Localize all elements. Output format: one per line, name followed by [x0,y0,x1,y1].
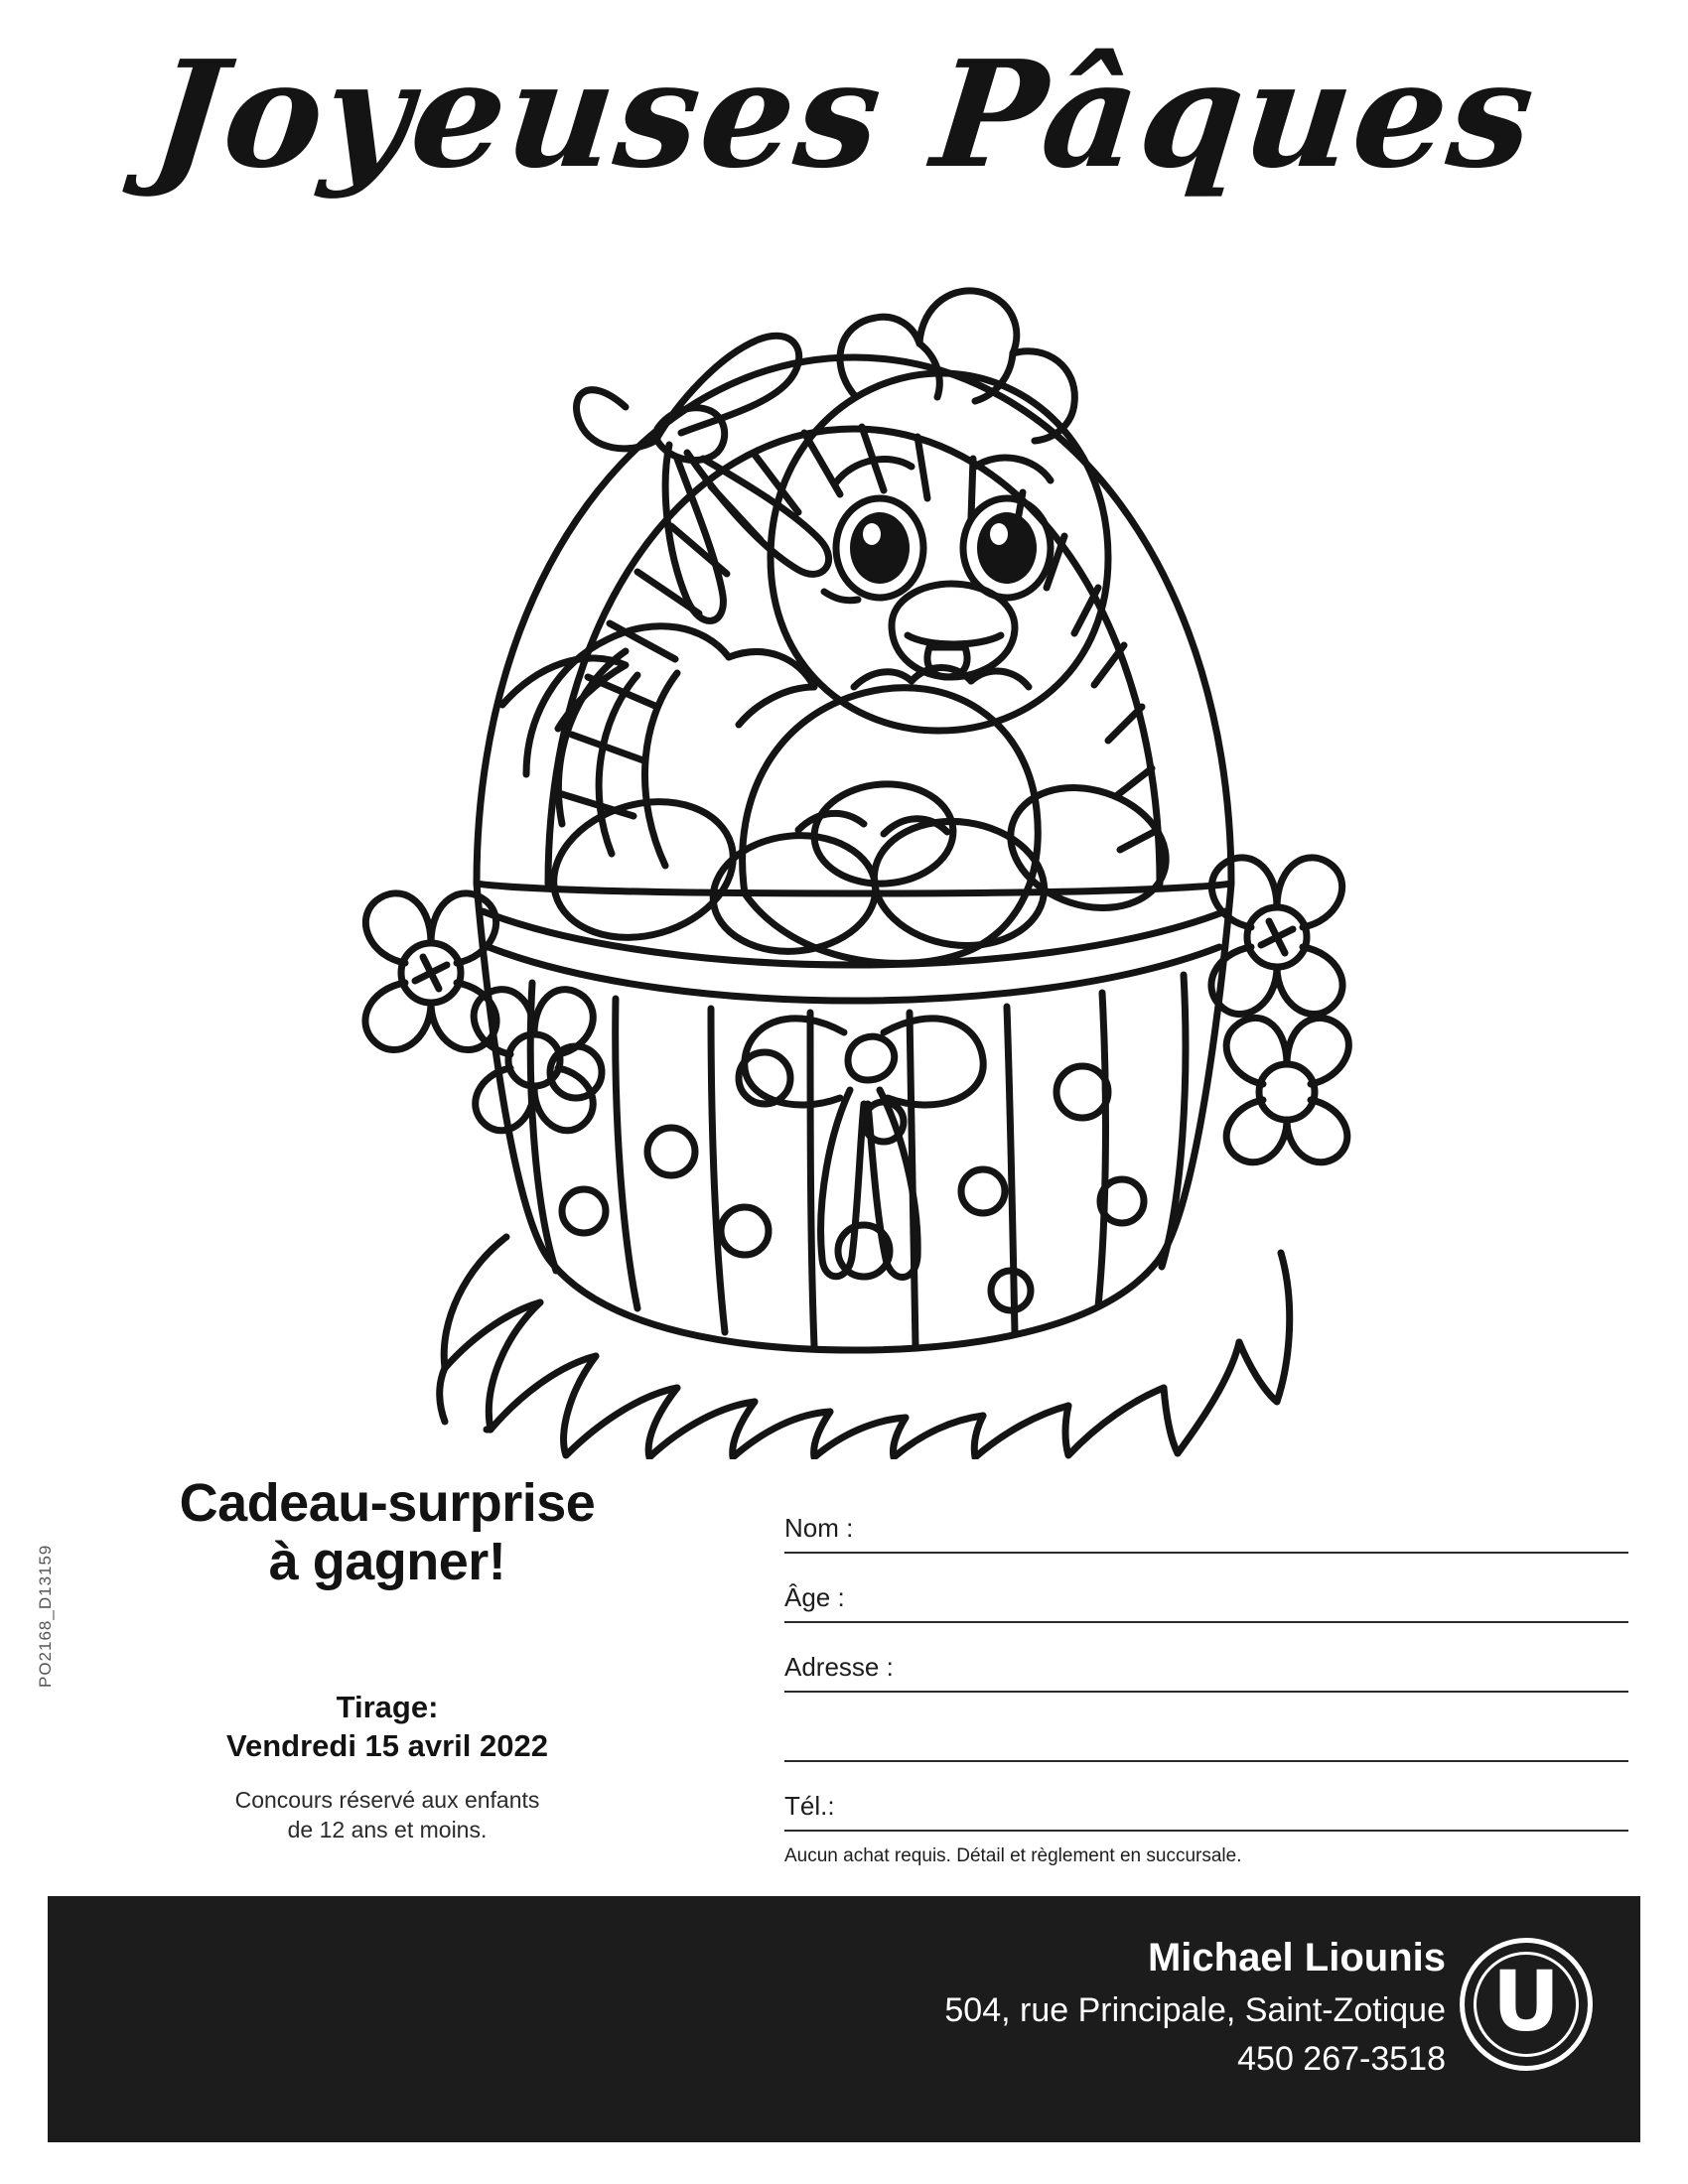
field-age[interactable] [784,1554,1628,1623]
tel-input[interactable] [835,1780,1628,1830]
merchant-info [944,1932,1446,2082]
prize-heading-line1: Cadeau-surprise [179,1473,596,1533]
promo-text-block [60,1474,715,1845]
contest-rules [60,1786,715,1845]
merchant-name: Michael Liounis [1147,1936,1446,1979]
contest-rules-line2: de 12 ans et moins. [287,1817,488,1843]
field-tel-label: Tél.: [784,1791,835,1821]
draw-info [60,1688,715,1766]
field-age-label: Âge : [784,1582,845,1612]
nom-input[interactable] [853,1502,1628,1552]
field-adresse-line2[interactable] [784,1693,1628,1762]
field-adresse-label: Adresse : [784,1652,894,1682]
form-disclaimer: Aucun achat requis. Détail et règlement en succursale. [784,1845,1242,1866]
prize-heading-line2: à gagner! [268,1532,506,1592]
age-input[interactable] [845,1571,1628,1621]
draw-date: Vendredi 15 avril 2022 [226,1728,548,1764]
store-logo-icon [1460,1938,1593,2071]
adresse-line2-input[interactable] [784,1710,1628,1760]
footer-bar [48,1896,1640,2142]
prize-heading [60,1474,715,1592]
page-title: Joyeuses Pâques [144,28,1544,201]
field-nom[interactable] [784,1484,1628,1554]
print-code: PO2168_D13159 [36,1544,55,1688]
merchant-phone: 450 267-3518 [1237,2039,1446,2078]
field-adresse[interactable] [784,1623,1628,1693]
field-tel[interactable] [784,1762,1628,1832]
store-logo-letter: U [1491,1953,1561,2050]
contest-entry-form [784,1484,1628,1867]
merchant-address: 504, rue Principale, Saint-Zotique [944,1990,1446,2029]
draw-label: Tirage: [336,1689,439,1724]
contest-rules-line1: Concours réservé aux enfants [234,1787,540,1814]
easter-basket-chick-illustration [328,199,1380,1459]
field-nom-label: Nom : [784,1513,854,1543]
adresse-input[interactable] [894,1641,1628,1691]
